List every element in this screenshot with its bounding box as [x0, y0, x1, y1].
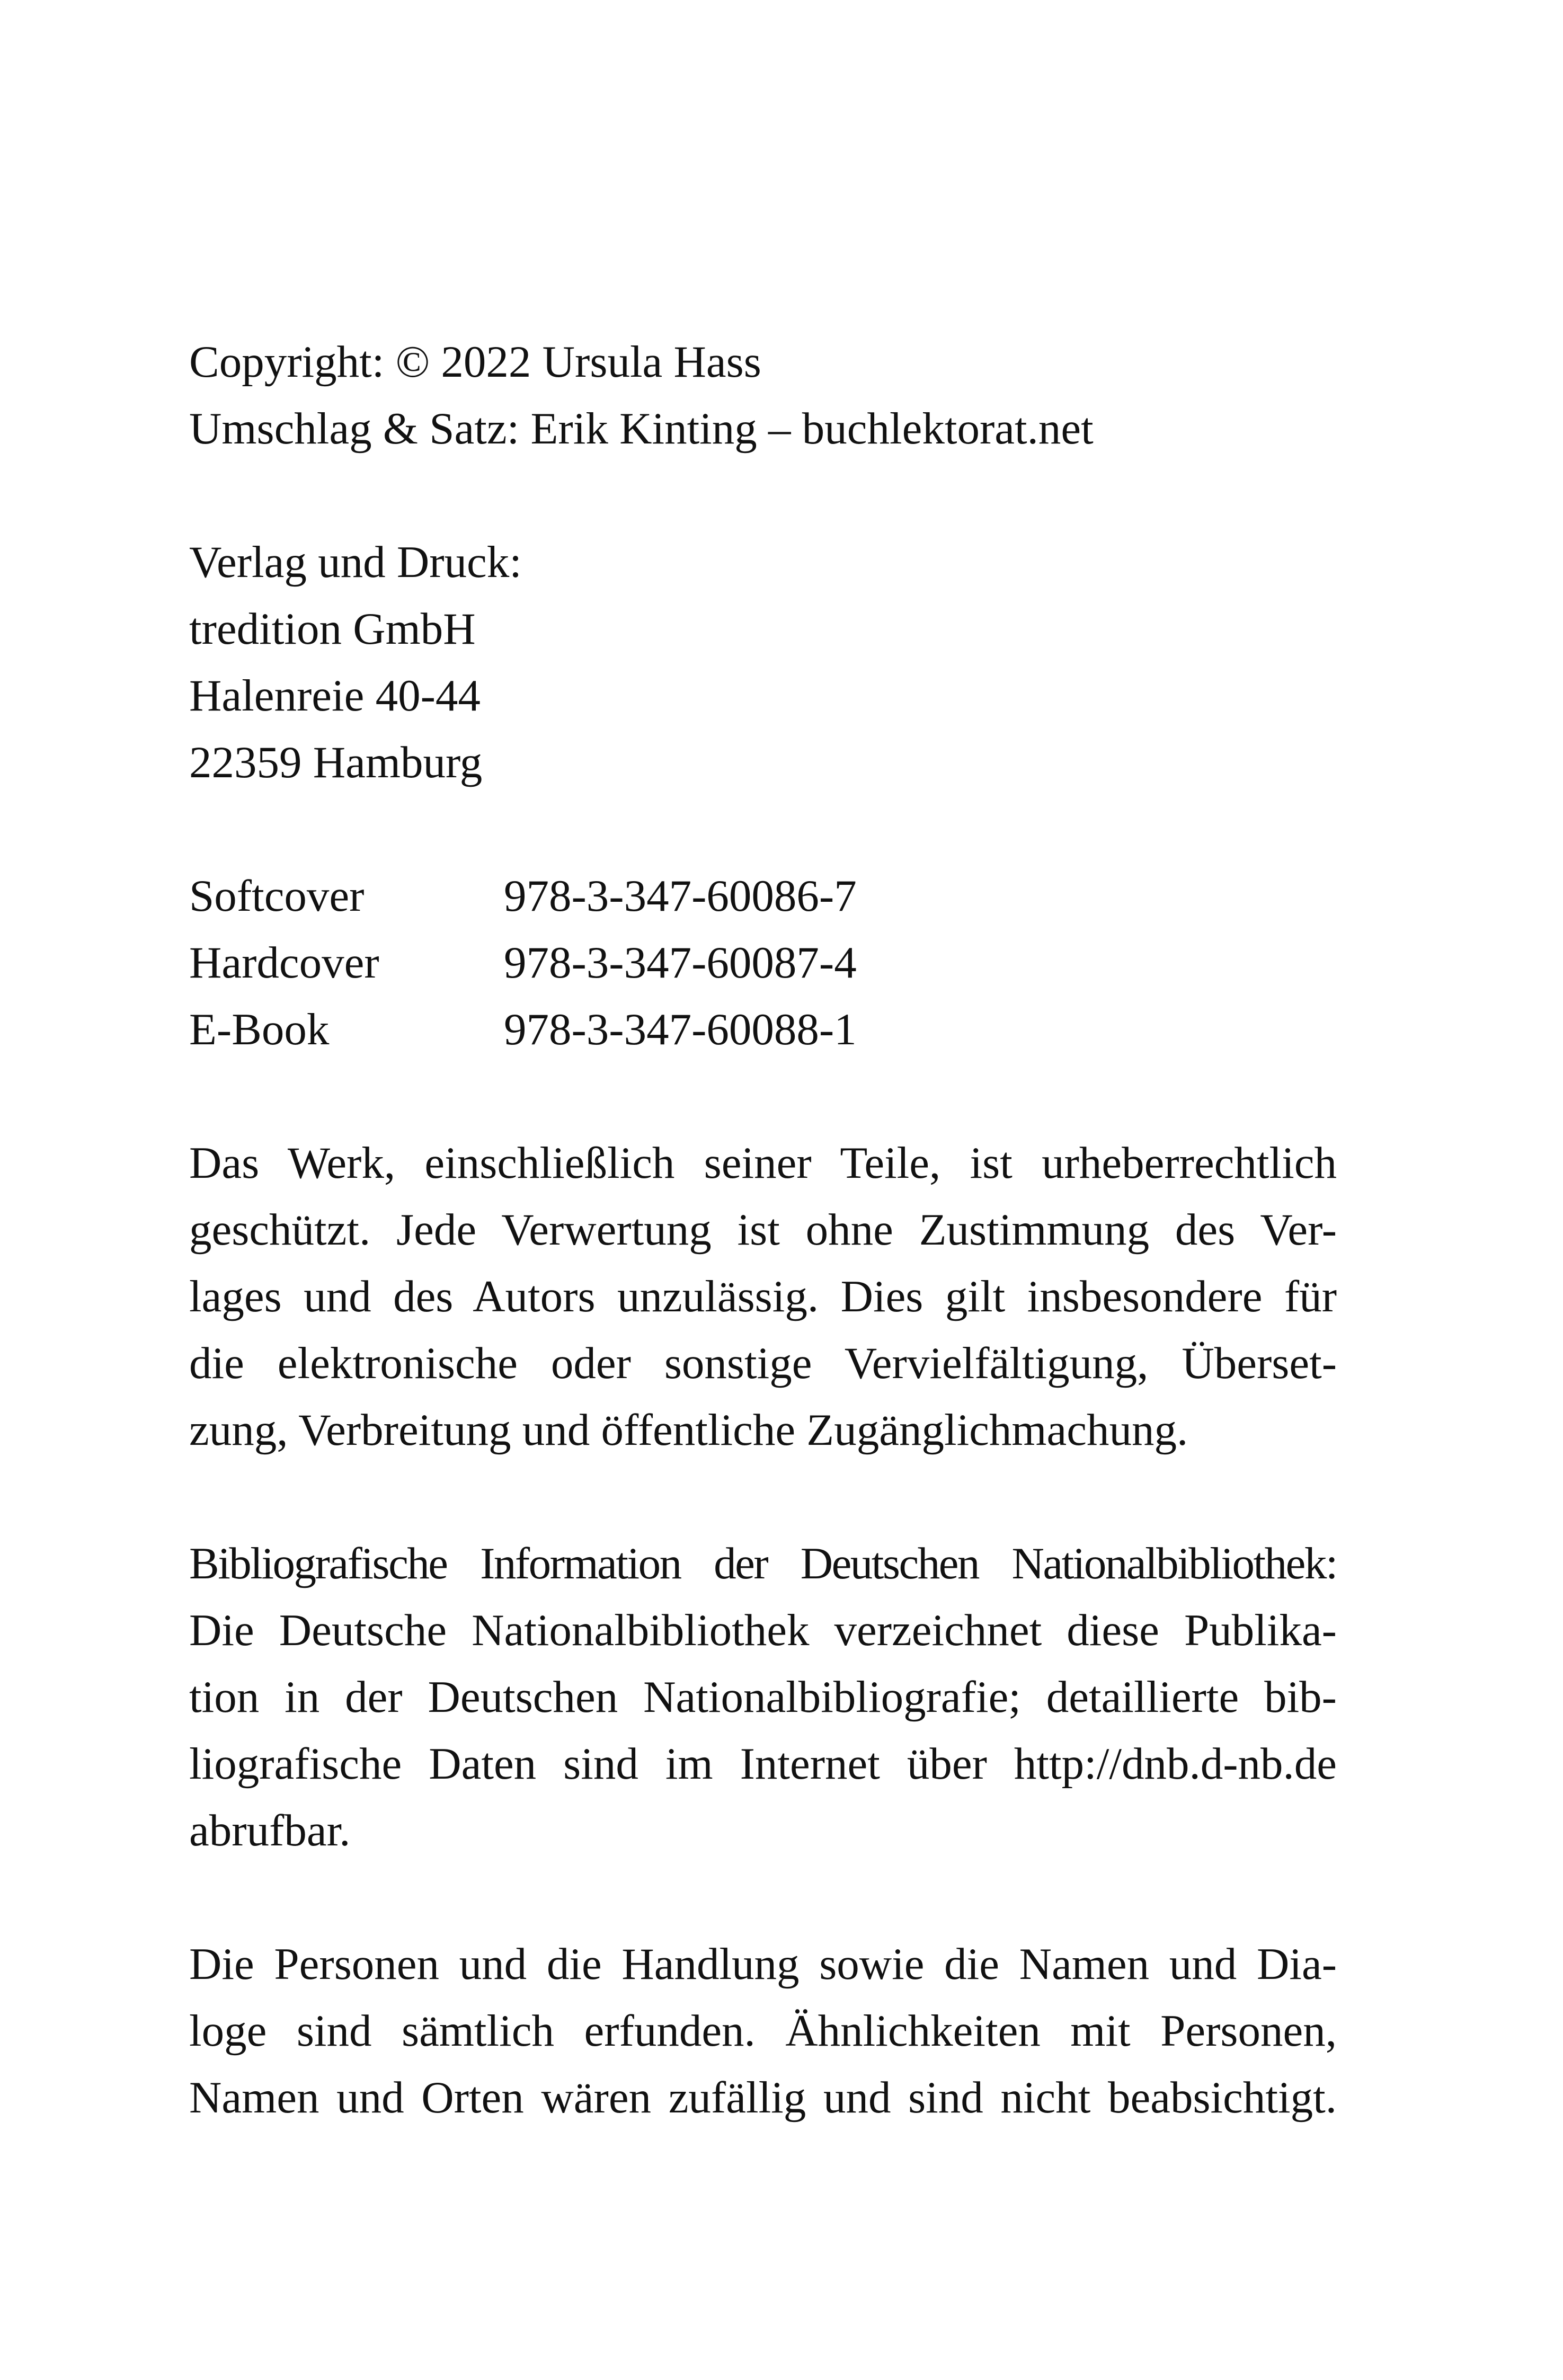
isbn-row-hardcover	[189, 929, 1337, 996]
paragraph-line: die elektronische oder sonstige Vervielfältigung, Überset-	[189, 1338, 1337, 1388]
isbn-format-label: E-Book	[189, 1005, 330, 1054]
publisher-block	[189, 529, 1337, 796]
isbn-format-label: Softcover	[189, 871, 365, 921]
paragraph-line: Die Deutsche Nationalbibliothek verzeichnet diese Publika-	[189, 1605, 1337, 1655]
publisher-city: 22359 Hamburg	[189, 738, 483, 787]
fiction-disclaimer-paragraph	[189, 1931, 1337, 2131]
isbn-table	[189, 863, 1337, 1063]
isbn-row-softcover	[189, 863, 1337, 929]
paragraph-line: geschützt. Jede Verwertung ist ohne Zustimmung des Ver-	[189, 1205, 1337, 1255]
spacer	[189, 796, 1337, 863]
dnb-paragraph	[189, 1530, 1337, 1864]
publisher-name: tredition GmbH	[189, 604, 476, 654]
paragraph-line: zung, Verbreitung und öffentliche Zugänglichmachung.	[189, 1405, 1188, 1455]
paragraph-line: tion in der Deutschen Nationalbibliografie; detaillierte bib-	[189, 1672, 1337, 1722]
paragraph-line: Die Personen und die Handlung sowie die Namen und Dia-	[189, 1939, 1337, 1989]
spacer	[189, 1063, 1337, 1130]
paragraph-line: abrufbar.	[189, 1806, 351, 1855]
rights-paragraph	[189, 1130, 1337, 1463]
isbn-number: 978-3-347-60088-1	[504, 1005, 857, 1054]
publisher-heading: Verlag und Druck:	[189, 537, 522, 587]
isbn-number: 978-3-347-60087-4	[504, 938, 857, 988]
paragraph-line: lages und des Autors unzulässig. Dies gilt insbesondere für	[189, 1272, 1337, 1321]
isbn-row-ebook	[189, 996, 1337, 1063]
isbn-format-label: Hardcover	[189, 938, 379, 988]
publisher-street: Halenreie 40-44	[189, 671, 481, 721]
paragraph-line: Namen und Orten wären zufällig und sind nicht beabsichtigt.	[189, 2073, 1337, 2123]
spacer	[189, 462, 1337, 529]
paragraph-line: loge sind sämtlich erfunden. Ähnlichkeiten mit Personen,	[189, 2006, 1337, 2056]
copyright-line: Copyright: © 2022 Ursula Hass	[189, 337, 761, 387]
imprint-page	[189, 328, 1337, 2131]
copyright-block	[189, 328, 1337, 462]
dnb-heading-line: Bibliografische Information der Deutschen Nationalbibliothek:	[189, 1539, 1337, 1588]
isbn-number: 978-3-347-60086-7	[504, 871, 857, 921]
spacer	[189, 1864, 1337, 1931]
paragraph-line: Das Werk, einschließlich seiner Teile, ist urheberrechtlich	[189, 1138, 1337, 1188]
paragraph-line: liografische Daten sind im Internet über http://dnb.d-nb.de	[189, 1739, 1337, 1789]
spacer	[189, 1463, 1337, 1530]
cover-design-line: Umschlag & Satz: Erik Kinting – buchlektorat.net	[189, 404, 1094, 454]
